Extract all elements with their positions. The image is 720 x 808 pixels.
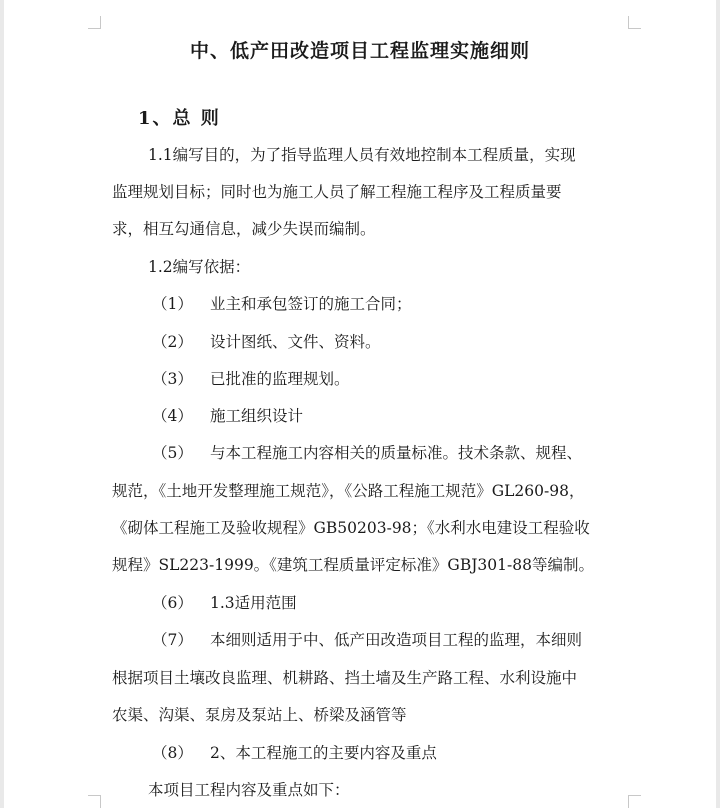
list-item-number: （3）: [152, 370, 193, 388]
subheading: 1.2编写依据：: [148, 258, 251, 276]
crop-mark-top-right: [628, 16, 641, 29]
list-item-text: 1.3适用范围: [210, 594, 297, 612]
paragraph-line: 根据项目土壤改良监理、机耕路、挡土墙及生产路工程、水利设施中: [112, 669, 578, 687]
list-item: [152, 741, 437, 763]
list-item: [152, 404, 303, 426]
list-item-number: （7）: [152, 631, 193, 649]
paragraph-line: 《砌体工程施工及验收规程》GB50203-98；《水利水电建设工程验收: [112, 519, 590, 537]
list-item: [152, 441, 582, 463]
list-item-number: （6）: [152, 594, 193, 612]
paragraph-line: 规程》SL223-1999。《建筑工程质量评定标准》GBJ301-88等编制。: [112, 556, 594, 574]
paragraph-line: 本项目工程内容及重点如下：: [148, 781, 350, 799]
list-item: [152, 292, 412, 314]
list-item-number: （8）: [152, 744, 193, 762]
list-item: [152, 367, 350, 389]
list-item-text: 业主和承包签订的施工合同；: [210, 295, 412, 313]
crop-mark-bottom-left: [88, 795, 101, 808]
list-item-text: 已批准的监理规划。: [210, 370, 350, 388]
paragraph-line: 求，相互勾通信息，减少失误而编制。: [112, 220, 376, 238]
list-item-number: （5）: [152, 444, 193, 462]
list-item-number: （2）: [152, 333, 193, 351]
list-item-text: 本细则适用于中、低产田改造项目工程的监理，本细则: [210, 631, 583, 649]
list-item-text: 施工组织设计: [210, 407, 304, 425]
paragraph-line: 监理规划目标；同时也为施工人员了解工程施工程序及工程质量要: [112, 183, 562, 201]
list-item: [152, 628, 582, 650]
section-heading: 1、总 则: [138, 108, 221, 129]
list-item-number: （1）: [152, 295, 193, 313]
document-title: 中、低产田改造项目工程监理实施细则: [189, 40, 530, 62]
list-item-text: 与本工程施工内容相关的质量标准。技术条款、规程、: [210, 444, 583, 462]
crop-mark-bottom-right: [628, 795, 641, 808]
list-item-number: （4）: [152, 407, 193, 425]
list-item-text: 设计图纸、文件、资料。: [210, 333, 381, 351]
paragraph-line: 1.1编写目的，为了指导监理人员有效地控制本工程质量，实现: [148, 146, 576, 164]
crop-mark-top-left: [88, 16, 101, 29]
list-item: [152, 330, 381, 352]
list-item-text: 2、本工程施工的主要内容及重点: [210, 744, 437, 762]
list-item: [152, 591, 297, 613]
paragraph-line: 农渠、沟渠、泵房及泵站上、桥梁及涵管等: [112, 706, 407, 724]
paragraph-line: 规范，《土地开发整理施工规范》，《公路工程施工规范》GL260-98，: [112, 482, 585, 500]
